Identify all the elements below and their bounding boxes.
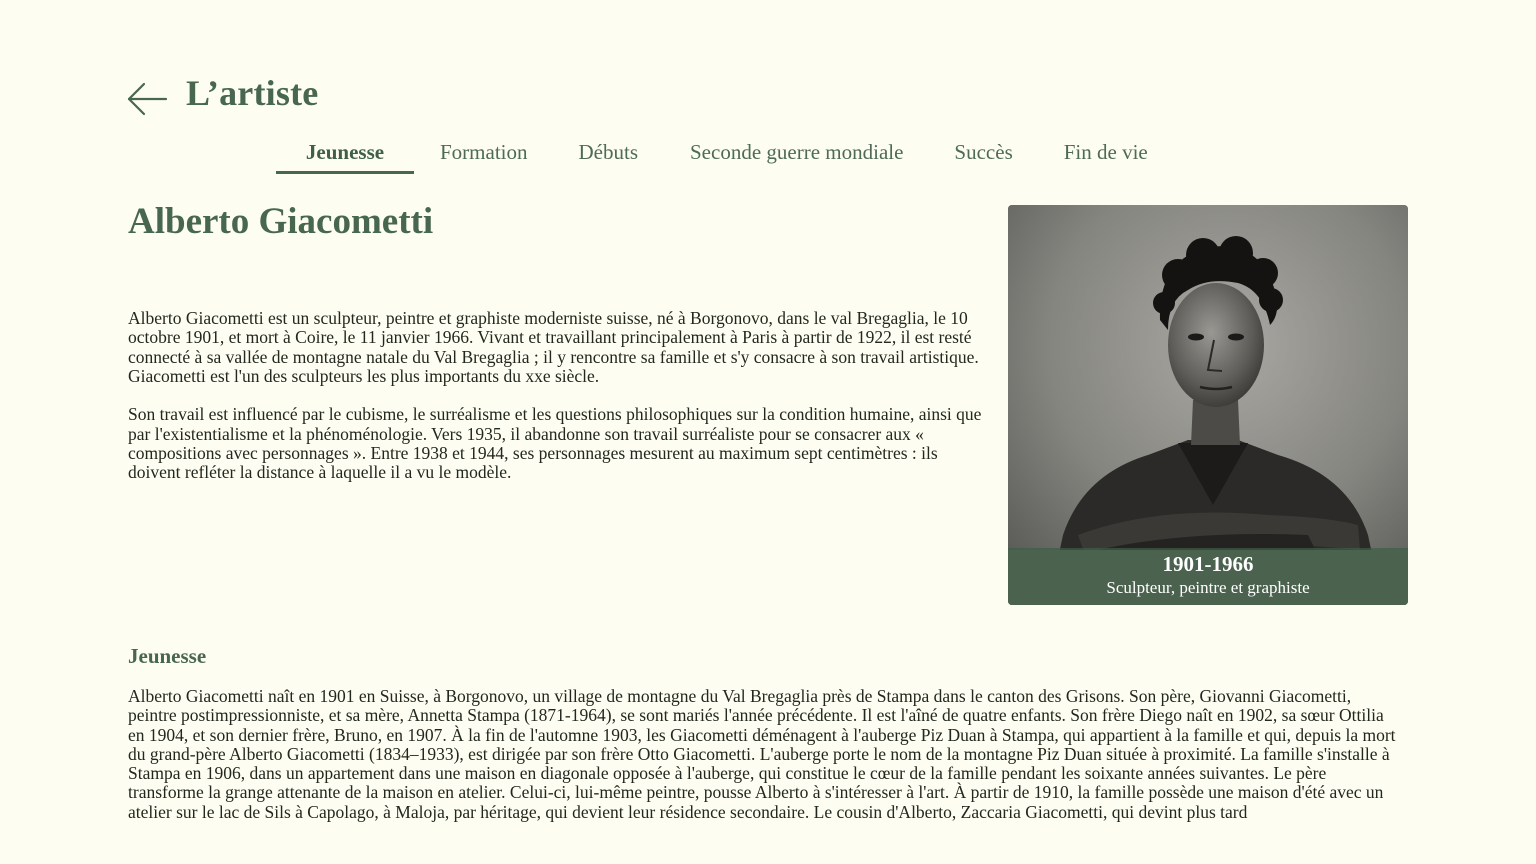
- portrait-card: [1008, 205, 1408, 605]
- arrow-left-icon: [126, 82, 168, 116]
- tab-seconde-guerre-mondiale[interactable]: Seconde guerre mondiale: [690, 140, 904, 164]
- portrait-years: 1901-1966: [1162, 552, 1254, 576]
- tab-jeunesse[interactable]: Jeunesse: [276, 132, 414, 172]
- page-title: L’artiste: [186, 73, 319, 113]
- portrait-caption: [1008, 548, 1408, 605]
- intro-paragraph: Giacometti est l'un des sculpteurs les plus importants du xxe siècle.: [128, 365, 600, 386]
- tab-debuts[interactable]: Débuts: [578, 140, 638, 164]
- artist-portrait-photo: [1008, 205, 1408, 605]
- intro-paragraph: Son travail est influencé par le cubisme, le surréalisme et les questions philosophiques sur la condition humaine, ainsi que par l'existentialisme et la phénoménologie. Vers 1935, il abandonne son travail surréaliste pour se consacrer aux « compositions avec personnages ». Entre 1938 et 1944, ses personnages mesurent au maximum sept centimètres : ils doivent refléter la distance à laquelle il a vu le modèle.: [128, 404, 982, 483]
- tab-fin-de-vie[interactable]: Fin de vie: [1063, 140, 1148, 164]
- tab-bar: [276, 132, 1148, 174]
- portrait-role: Sculpteur, peintre et graphiste: [1106, 578, 1310, 597]
- intro-paragraph: Alberto Giacometti est un sculpteur, peintre et graphiste moderniste suisse, né à Borgonovo, dans le val Bregaglia, le 10 octobre 1901, et mort à Coire, le 11 janvier 1966. Vivant et travaillant principalement à Paris à partir de 1922, il est resté connecté à sa vallée de montagne natale du Val Bregaglia ; il y rencontre sa famille et s'y consacre à son travail artistique.: [128, 308, 979, 367]
- artist-name: Alberto Giacometti: [128, 201, 434, 242]
- section-body: Alberto Giacometti naît en 1901 en Suisse, à Borgonovo, un village de montagne du Val Bregaglia près de Stampa dans le canton des Grisons. Son père, Giovanni Giacometti, peintre postimpressionniste, et sa mère, Annetta Stampa (1871-1964), se sont mariés l'année précédente. Il est l'aîné de quatre enfants. Son frère Diego naît en 1902, sa sœur Ottilia en 1904, et son dernier frère, Bruno, en 1907. À la fin de l'automne 1903, les Giacometti déménagent à l'auberge Piz Duan à Stampa, qui appartient à la famille et qui, depuis la mort du grand-père Alberto Giacometti (1834–1933), est dirigée par son frère Otto Giacometti. L'auberge porte le nom de la montagne Piz Duan située à proximité. La famille s'installe à Stampa en 1906, dans un appartement dans une maison en diagonale opposée à l'auberge, qui constitue le cœur de la famille pendant les soixante années suivantes. Le père transforme la grange attenante de la maison en atelier. Celui-ci, lui-même peintre, pousse Alberto à s'intéresser à l'art. À partir de 1910, la famille possède une maison d'été avec un atelier sur le lac de Sils à Capolago, à Maloja, par héritage, qui devient leur résidence secondaire. Le cousin d'Alberto, Zaccaria Giacometti, qui devint plus tard: [128, 687, 1396, 822]
- artist-intro: [128, 309, 988, 483]
- section-heading: Jeunesse: [128, 644, 207, 668]
- tab-succes[interactable]: Succès: [954, 140, 1013, 164]
- back-button[interactable]: [126, 82, 168, 116]
- tab-formation[interactable]: Formation: [440, 140, 528, 164]
